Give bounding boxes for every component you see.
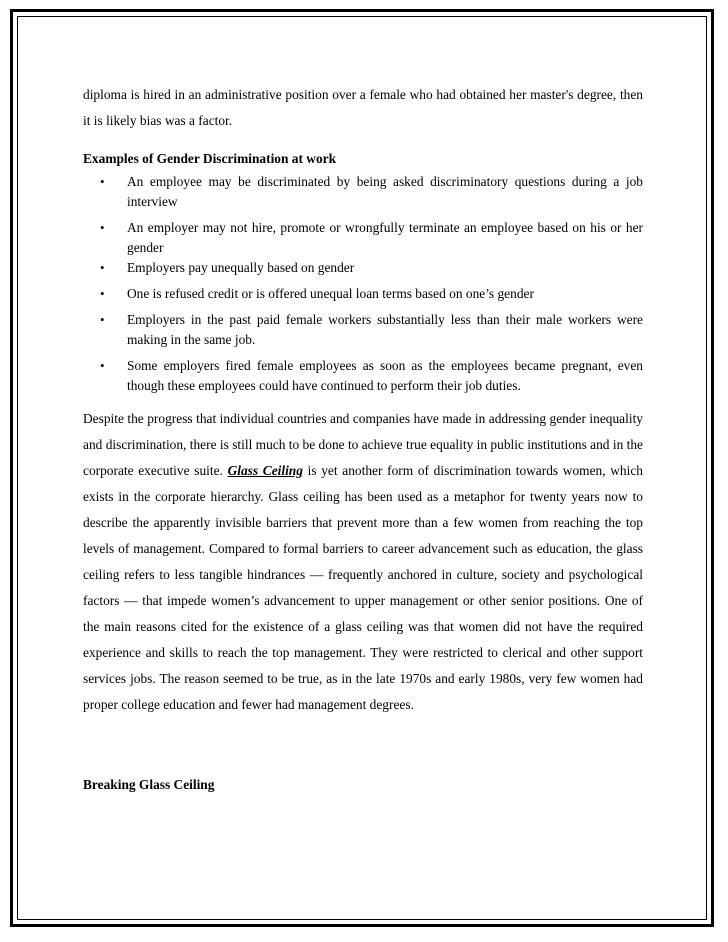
list-item — [83, 172, 643, 212]
examples-heading: Examples of Gender Discrimination at work — [83, 151, 337, 166]
bullet-icon: • — [100, 312, 105, 327]
list-item — [83, 310, 643, 350]
list-item — [83, 258, 643, 278]
list-item-text: Employers in the past paid female workers substantially less than their male workers were making in the same job. — [127, 312, 643, 347]
bullet-icon: • — [100, 286, 105, 301]
bullet-icon: • — [100, 358, 105, 373]
list-item-text: One is refused credit or is offered unequal loan terms based on one’s gender — [127, 286, 534, 301]
glass-ceiling-term: Glass Ceiling — [227, 463, 303, 478]
section-heading: Breaking Glass Ceiling — [83, 777, 215, 792]
list-item — [83, 284, 643, 304]
list-item — [83, 356, 643, 396]
intro-paragraph: diploma is hired in an administrative position over a female who had obtained her master's degree, then it is likely bias was a factor. — [83, 87, 643, 128]
paragraph-text-after: is yet another form of discrimination towards women, which exists in the corporate hierarchy. Glass ceiling has been used as a metaphor for twenty years now to describe the apparently invisible barriers that prevent more than a few women from reaching the top levels of management. Compared to formal barriers to career advancement such as education, the glass ceiling refers to less tangible hindrances — frequently anchored in culture, society and psychological factors — that impede women’s advancement to upper management or other senior positions. One of the main reasons cited for the existence of a glass ceiling was that women did not have the required experience and skills to reach the top management. They were restricted to clerical and other support services jobs. The reason seemed to be true, as in the late 1970s and early 1980s, very few women had proper college education and fewer had management degrees. — [83, 463, 643, 712]
paragraph-text-before: Despite the progress that individual countries and companies have made in addressing gender inequality and discrimination, there is still much to be done to achieve true equality in public institutions and in the corporate executive suite. — [83, 411, 643, 478]
list-item — [83, 218, 643, 258]
bullet-icon: • — [100, 174, 105, 189]
list-item-text: An employer may not hire, promote or wrongfully terminate an employee based on his or her gender — [127, 220, 643, 255]
list-item-text: Employers pay unequally based on gender — [127, 260, 355, 275]
list-item-text: An employee may be discriminated by being asked discriminatory questions during a job interview — [127, 174, 643, 209]
examples-list — [83, 172, 643, 396]
document-body — [83, 82, 643, 794]
bullet-icon: • — [100, 260, 105, 275]
list-item-text: Some employers fired female employees as soon as the employees became pregnant, even though these employees could have continued to perform their job duties. — [127, 358, 643, 393]
glass-ceiling-paragraph — [83, 406, 643, 718]
bullet-icon: • — [100, 220, 105, 235]
